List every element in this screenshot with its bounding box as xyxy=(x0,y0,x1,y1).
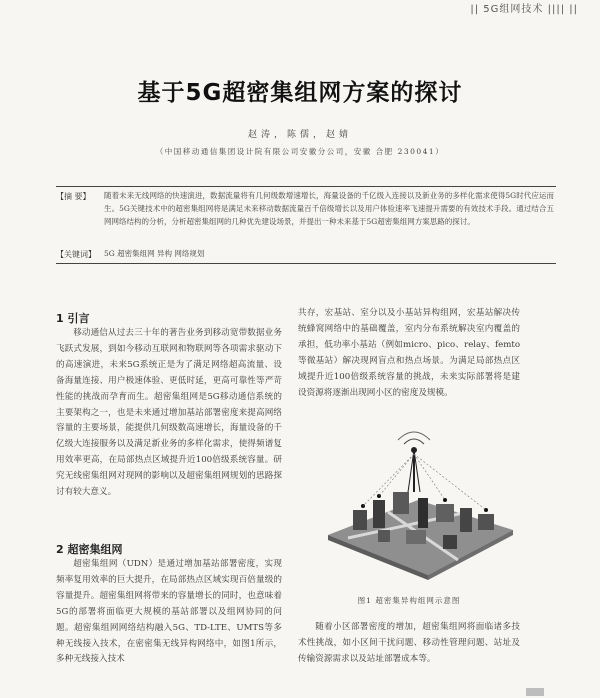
affiliation: （中国移动通信集团设计院有限公司安徽分公司，安徽 合肥 230041） xyxy=(155,147,445,156)
abstract-text: 随着未来无线网络的快速演进，数据流量将有几何级数增速增长，海量设备的千亿级入连接以及新业务的多样化需求使得5G时代应运而生。5G关键技术中的超密集组网将是满足未来移动数据流量百千倍级增长以及用户体验速率飞速提升需要的有效技术手段。通过结合五网网络结构的分析，分析超密集组网的几种优先建设场景，并提出一种未来基于5G超密集组网方案思路的探讨。 xyxy=(104,191,554,227)
section-1-paragraph: 移动通信从过去三十年的著告业务到移动宽带数据业务飞跃式发展，到如今移动互联网和物联网等各项需求驱动下的高速演进，未来5G系统正是为了满足网络超高流量、设备海量连接、用户极速体验、更低时延，更高可靠性等严苛性能的挑战而孕育而生。超密集组网是5G移动通信系统的主要架构之一，也是未来通过增加基站部署密度来提高网络容量的主要场景，能提供几何级数高速增长，海量设备的千亿级大连接服务以及满足新业务的多样化需求，使得频谱复用效率更高，在局部热点区域提升近100倍级系统容量。研究无线密集组网对现网的影响以及超密集组网规划的思路探讨有较大意义。 xyxy=(56,328,282,498)
abstract-label: 【摘 要】 xyxy=(56,192,91,201)
city-network-illustration xyxy=(318,430,518,580)
abstract-box xyxy=(56,186,556,264)
section-1-heading: 1 引言 xyxy=(56,312,90,325)
section-2-paragraph: 超密集组网（UDN）是通过增加基站部署密度，实现频率复用效率的巨大提升，在局部热点区域实现百倍量级的容量提升。超密集组网将带来的容量增长的同时，也意味着5G的部署将面临更大规模的基站部署以及组网协同的问题。超密集组网网络结构融入5G、TD-LTE、UMTS等多种无线接入技术，在密密集无线异构网络中，如图1所示，多种无线接入技术 xyxy=(56,559,282,665)
right-column-paragraph-bottom: 随着小区部署密度的增加，超密集组网将面临诸多技术性挑战，如小区间干扰问题、移动性管理问题、站址及传输资源需求以及站址部署成本等。 xyxy=(298,622,520,664)
page-number-mark xyxy=(526,688,544,696)
journal-section-tag: || 5G组网技术 |||| || xyxy=(470,4,578,15)
figure-heterogeneous-network xyxy=(318,430,518,580)
right-column-paragraph-top: 共存，宏基站、室分以及小基站异构组网，宏基站解决传统蜂窝网络中的基础覆盖，室内分布系统解决室内覆盖的承担，低功率小基站（例如micro、pico、relay、femto等微基站）解决现网盲点和热点场景。为满足局部热点区域提升近100倍级系统容量的挑战，未来实际部署将是建设资源将逐渐出现网小区的密度及规模。 xyxy=(298,308,520,398)
page-title: 基于5G超密集组网方案的探讨 xyxy=(137,80,463,106)
figure-caption: 图1 超密集异构组网示意图 xyxy=(357,596,461,605)
section-2-heading: 2 超密集组网 xyxy=(56,543,123,556)
keywords-label: 【关键词】 xyxy=(56,250,96,259)
keywords-text: 5G 超密集组网 异构 网络规划 xyxy=(104,249,205,258)
authors: 赵涛，陈儒，赵婧 xyxy=(247,130,352,140)
